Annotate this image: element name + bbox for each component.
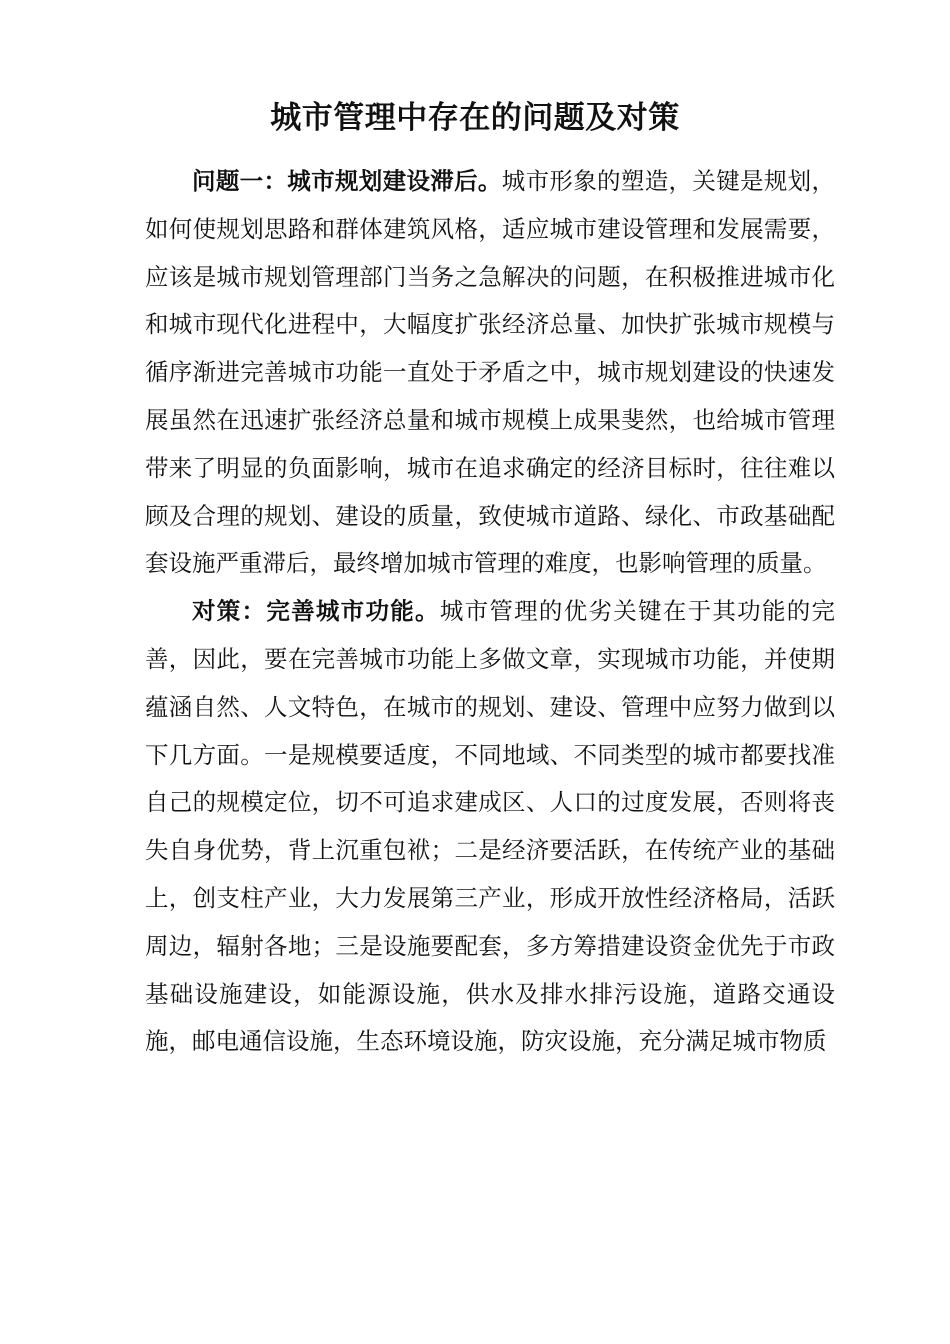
paragraph-text-countermeasure: 城市管理的优劣关键在于其功能的完善，因此，要在完善城市功能上多做文章，实现城市功能，并使期蕴涵自然、人文特色，在城市的规划、建设、管理中应努力做到以下几方面。一是规模要适度，不同地域、不同类型的城市都要找准自己的规模定位，切不可追求建成区、人口的过度发展，否则将丧失自身优势，背上沉重包袱；二是经济要活跃，在传统产业的基础上，创支柱产业，大力发展第三产业，形成开放性经济格局，活跃周边，辐射各地；三是设施要配套，多方筹措建设资金优先于市政基础设施建设，如能源设施，供水及排水排污设施，道路交通设施，邮电通信设施，生态环境设施，防灾设施，充分满足城市物质 bbox=[145, 597, 836, 1056]
paragraph-lead-problem: 问题一：城市规划建设滞后。 bbox=[192, 167, 502, 195]
paragraph-problem-one bbox=[145, 158, 835, 588]
paragraph-text-problem: 城市形象的塑造，关键是规划，如何使规划思路和群体建筑风格，适应城市建设管理和发展需要，应该是城市规划管理部门当务之急解决的问题，在积极推进城市化和城市现代化进程中，大幅度扩张经济总量、加快扩张城市规模与循序渐进完善城市功能一直处于矛盾之中，城市规划建设的快速发展虽然在迅速扩张经济总量和城市规模上成果斐然，也给城市管理带来了明显的负面影响，城市在追求确定的经济目标时，往往难以顾及合理的规划、建设的质量，致使城市道路、绿化、市政基础配套设施严重滞后，最终增加城市管理的难度，也影响管理的质量。 bbox=[145, 167, 835, 578]
document-body bbox=[145, 158, 835, 1066]
document-title: 城市管理中存在的问题及对策 bbox=[270, 100, 680, 136]
paragraph-lead-countermeasure: 对策：完善城市功能。 bbox=[192, 597, 440, 626]
paragraph-countermeasure bbox=[145, 588, 835, 1066]
